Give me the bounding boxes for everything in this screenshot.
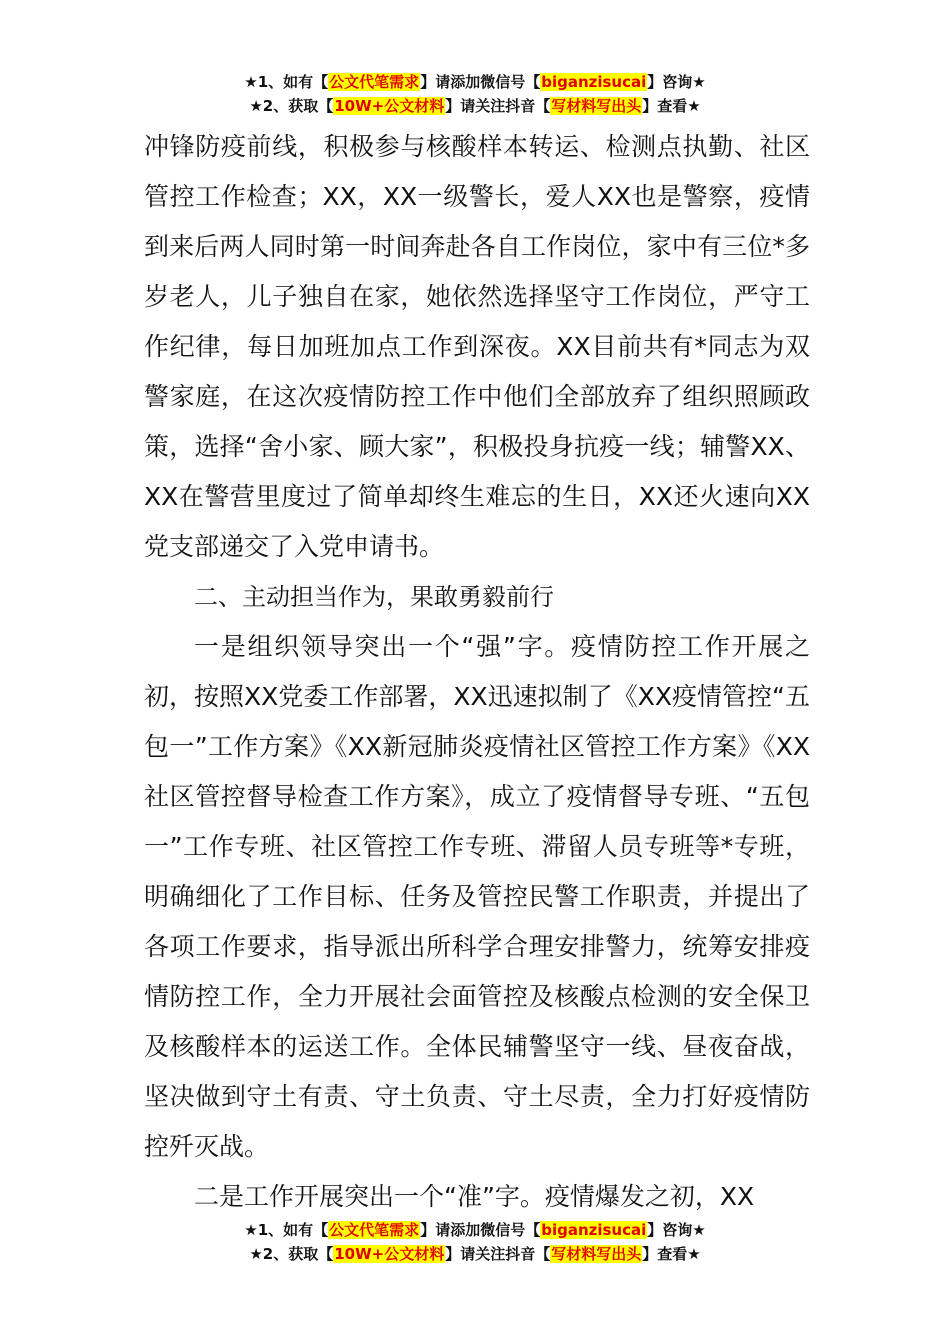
banner-highlight: 公文代笔需求 — [329, 1221, 420, 1239]
document-body — [144, 122, 810, 1222]
banner-text: ★2、获取【 — [249, 97, 334, 115]
banner-text: ★2、获取【 — [249, 1245, 334, 1263]
banner-text: ★1、如有【 — [244, 1221, 329, 1239]
banner-line-2 — [0, 1242, 950, 1266]
banner-text: 】请关注抖音【 — [445, 1245, 551, 1263]
paragraph: 一是组织领导突出一个“强”字。疫情防控工作开展之初，按照XX党委工作部署，XX迅速拟制了《XX疫情管控“五包一”工作方案》《XX新冠肺炎疫情社区管控工作方案》《XX社区管控督导检查工作方案》，成立了疫情督导专班、“五包一”工作专班、社区管控工作专班、滞留人员专班等*专班，明确细化了工作目标、任务及管控民警工作职责，并提出了各项工作要求，指导派出所科学合理安排警力，统筹安排疫情防控工作，全力开展社会面管控及核酸点检测的安全保卫及核酸样本的运送工作。全体民辅警坚守一线、昼夜奋战，坚决做到守土有责、守土负责、守土尽责，全力打好疫情防控歼灭战。 — [144, 632, 810, 1161]
banner-highlight: biganzisucai — [541, 1221, 647, 1239]
banner-text: 】请关注抖音【 — [445, 97, 551, 115]
banner-highlight: 写材料写出头 — [551, 97, 642, 115]
banner-highlight: 写材料写出头 — [551, 1245, 642, 1263]
banner-text: ★1、如有【 — [244, 73, 329, 91]
banner-text: 】查看★ — [642, 97, 701, 115]
banner-text: 】请添加微信号【 — [420, 73, 541, 91]
banner-line-1 — [0, 1218, 950, 1242]
banner-text: 】查看★ — [642, 1245, 701, 1263]
section-heading: 二、主动担当作为，果敢勇毅前行 — [194, 583, 554, 611]
banner-text: 】请添加微信号【 — [420, 1221, 541, 1239]
paragraph-continuation: 冲锋防疫前线，积极参与核酸样本转运、检测点执勤、社区管控工作检查；XX，XX一级警长，爱人XX也是警察，疫情到来后两人同时第一时间奔赴各自工作岗位，家中有三位*多岁老人，儿子独自在家，她依然选择坚守工作岗位，严守工作纪律，每日加班加点工作到深夜。XX目前共有*同志为双警家庭，在这次疫情防控工作中他们全部放弃了组织照顾政策，选择“舍小家、顾大家”，积极投身抗疫一线；辅警XX、XX在警营里度过了简单却终生难忘的生日，XX还火速向XX党支部递交了入党申请书。 — [144, 132, 810, 561]
banner-text: 】咨询★ — [647, 73, 706, 91]
banner-line-2 — [0, 94, 950, 118]
banner-highlight: 10W+公文材料 — [334, 97, 445, 115]
banner-highlight: 10W+公文材料 — [334, 1245, 445, 1263]
banner-line-1 — [0, 70, 950, 94]
banner-highlight: 公文代笔需求 — [329, 73, 420, 91]
footer-banner — [0, 1218, 950, 1266]
banner-highlight: biganzisucai — [541, 73, 647, 91]
paragraph: 二是工作开展突出一个“准”字。疫情爆发之初，XX — [194, 1182, 755, 1211]
header-banner — [0, 70, 950, 118]
banner-text: 】咨询★ — [647, 1221, 706, 1239]
